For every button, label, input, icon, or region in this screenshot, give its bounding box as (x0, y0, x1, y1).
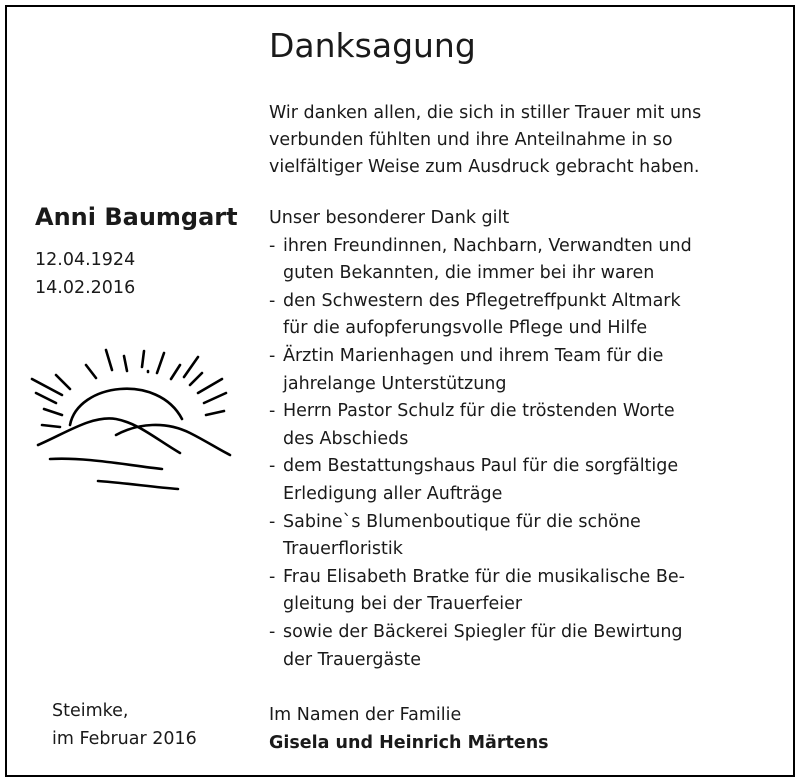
list-item-line: der Trauergäste (283, 649, 421, 670)
list-item-line: des Abschieds (283, 428, 409, 449)
deceased-name: Anni Baumgart (35, 203, 238, 231)
intro-line: verbunden fühlten und ihre Anteilnahme in so (269, 130, 673, 150)
sunset-over-hills-icon (26, 323, 236, 495)
list-item (269, 619, 779, 674)
intro-line: Wir danken allen, die sich in stiller Trauer mit uns (269, 103, 702, 123)
list-item (269, 288, 779, 343)
list-item (269, 233, 779, 288)
family-signature (269, 701, 549, 757)
list-item-line: - sowie der Bäckerei Spiegler für die Bewirtung (283, 621, 683, 642)
family-names: Gisela und Heinrich Märtens (269, 733, 549, 753)
family-intro: Im Namen der Familie (269, 705, 462, 725)
list-item (269, 509, 779, 564)
intro-line: vielfältiger Weise zum Ausdruck gebracht haben. (269, 157, 700, 177)
birth-date: 12.04.1924 (35, 250, 136, 270)
thanks-list (269, 233, 779, 675)
list-item-line: Erledigung aller Aufträge (283, 483, 503, 504)
list-item (269, 398, 779, 453)
thanks-section (269, 205, 779, 674)
intro-text (269, 100, 769, 181)
list-item-line: - dem Bestattungshaus Paul für die sorgfältige (283, 456, 679, 477)
list-item-line: - den Schwestern des Pflegetreffpunkt Altmark (283, 290, 681, 311)
list-item-line: jahrelange Unterstützung (283, 373, 507, 394)
life-dates (35, 246, 135, 302)
place-line: Steimke, (52, 701, 129, 721)
list-item (269, 343, 779, 398)
list-item-line: - Herrn Pastor Schulz für die tröstenden Worte (283, 401, 675, 422)
list-item (269, 453, 779, 508)
list-item-line: - Sabine`s Blumenboutique für die schöne (283, 511, 641, 532)
list-item-line: guten Bekannten, die immer bei ihr waren (283, 263, 655, 284)
thanks-heading: Unser besonderer Dank gilt (269, 208, 510, 228)
list-item-line: für die aufopferungsvolle Pflege und Hilfe (283, 318, 648, 339)
list-item-line: - Frau Elisabeth Bratke für die musikalische Be- (283, 566, 685, 587)
list-item-line: gleitung bei der Trauerfeier (283, 594, 523, 615)
list-item-line: - ihren Freundinnen, Nachbarn, Verwandten und (283, 235, 692, 256)
notice-title: Danksagung (269, 26, 476, 65)
date-line: im Februar 2016 (52, 729, 197, 749)
death-date: 14.02.2016 (35, 278, 136, 298)
list-item (269, 564, 779, 619)
list-item-line: Trauerfloristik (283, 539, 403, 560)
place-and-date (52, 697, 197, 753)
list-item-line: - Ärztin Marienhagen und ihrem Team für die (283, 345, 664, 366)
